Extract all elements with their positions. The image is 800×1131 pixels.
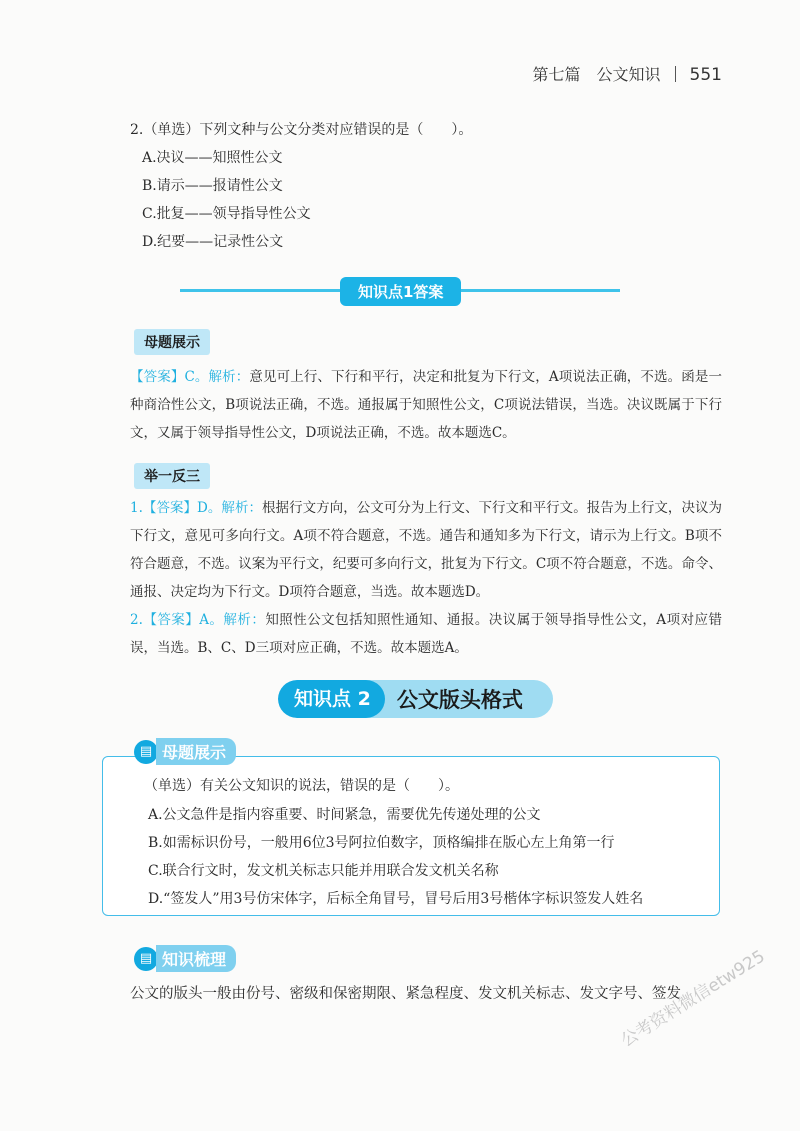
knowledge-title: 知识梳理 [156,945,236,972]
answer-label: 【答案】C。解析： [130,369,250,385]
mother2-option-b: B.如需标识份号，一般用6位3号阿拉伯数字，顶格编排在版心左上角第一行 [148,835,615,851]
option-c: C.批复——领导指导性公文 [142,206,311,222]
header-section: 第七篇 公文知识 [532,65,661,84]
extend-title-tag: 举一反三 [134,463,210,489]
option-b: B.请示——报请性公文 [142,178,283,194]
mother-title-tag: 母题展示 [134,329,210,355]
mother2-section-tag [134,738,236,765]
answer-text: 知照性公文包括知照性通知、通报。决议属于领导指导性公文，A项对应错误，当选。B、C、D三项对应正确，不选。故本题选A。 [130,612,723,656]
question-stem: 2.（单选）下列文种与公文分类对应错误的是（ ）。 [130,122,473,138]
mother2-title: 母题展示 [156,738,236,765]
document-icon: ▤ [134,947,158,971]
mother2-option-a: A.公文急件是指内容重要、时间紧急，需要优先传递处理的公文 [148,807,541,823]
extend-answer-2 [130,606,722,662]
answer-label: 2.【答案】A。解析： [130,612,266,628]
header-divider [675,66,676,82]
running-header [533,62,722,85]
mother2-option-d: D.“签发人”用3号仿宋体字，后标全角冒号，冒号后用3号楷体字标识签发人姓名 [148,891,644,907]
document-icon: ▤ [134,740,158,764]
watermark: 公考资料微信etw925 [617,946,769,1052]
knowledge-point-2-banner [278,680,553,718]
answer-banner: 知识点1答案 [340,277,461,306]
option-a: A.决议——知照性公文 [142,150,283,166]
page-number: 551 [689,65,722,85]
mother2-option-c: C.联合行文时，发文机关标志只能并用联合发文机关名称 [148,863,499,879]
mother2-stem: （单选）有关公文知识的说法，错误的是（ ）。 [144,778,459,794]
option-d: D.纪要——记录性公文 [142,234,284,250]
knowledge-text: 公文的版头一般由份号、密级和保密期限、紧急程度、发文机关标志、发文字号、签发 [130,986,681,1002]
answer-text: 意见可上行、下行和平行，决定和批复为下行文，A项说法正确，不选。函是一种商洽性公文，B项说法正确，不选。通报属于知照性公文，C项说法错误，当选。决议既属于下行文，又属于领导指导性公文，D项说法正确，不选。故本题选C。 [130,369,722,441]
knowledge-section-tag [134,945,236,972]
kp-number: 知识点 2 [278,680,385,718]
mother-answer-paragraph [130,363,722,447]
kp-title: 公文版头格式 [396,688,523,712]
extend-answer-1 [130,494,722,606]
answer-text: 根据行文方向，公文可分为上行文、下行文和平行文。报告为上行文，决议为下行文，意见可多向行文。A项不符合题意，不选。通告和通知多为下行文，请示为上行文。B项不符合题意，不选。议案为平行文，纪要可多向行文，批复为下行文。C项不符合题意，不选。命令、通报、决定均为下行文。D项符合题意，当选。故本题选D。 [130,500,722,600]
answer-label: 1.【答案】D。解析： [130,500,263,516]
